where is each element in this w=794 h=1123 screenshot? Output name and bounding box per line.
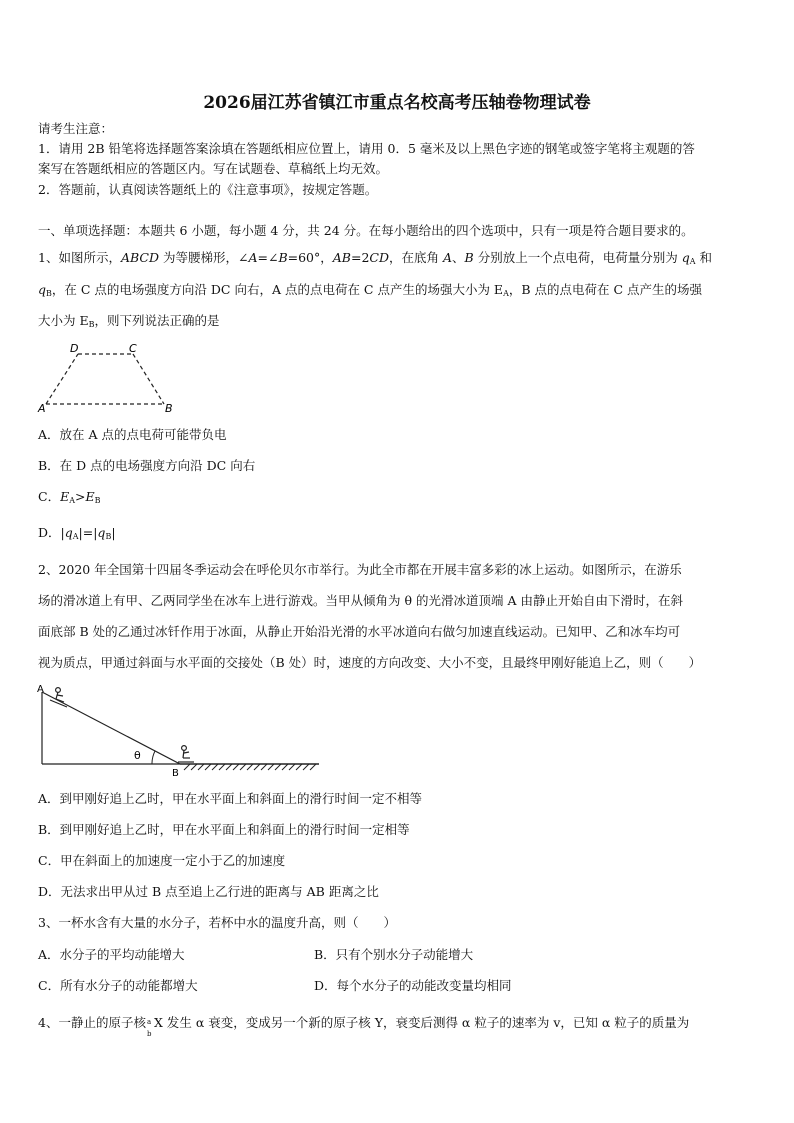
- q1-line-3: 大小为 $E_B$，则下列说法正确的是: [38, 313, 220, 329]
- q2-option-a: A．到甲刚好追上乙时，甲在水平面上和斜面上的滑行时间一定不相等: [38, 791, 423, 806]
- section-heading: 一、单项选择题：本题共 6 小题，每小题 4 分，共 24 分。在每小题给出的四个选项中，只有一项是符合题目要求的。: [38, 223, 694, 238]
- q2-option-c: C．甲在斜面上的加速度一定小于乙的加速度: [38, 853, 286, 868]
- q3-option-b: B．只有个别水分子动能增大: [314, 947, 474, 962]
- notice-item-1-line-1: 1．请用 2B 铅笔将选择题答案涂填在答题纸相应位置上，请用 0．5 毫米及以上黑色字迹的钢笔或签字笔将主观题的答: [38, 141, 695, 156]
- q1-line-1: 1、如图所示，ABCD 为等腰梯形，∠A=∠B=60°，AB=2CD，在底角 A、B 分别放上一个点电荷，电荷量分别为 $q_A$ 和: [38, 250, 712, 266]
- sledder-b-icon: [178, 746, 194, 762]
- q2-option-b: B．到甲刚好追上乙时，甲在水平面上和斜面上的滑行时间一定相等: [38, 822, 410, 837]
- q2-line-3: 面底部 B 处的乙通过冰钎作用于冰面，从静止开始沿光滑的水平冰道向右做匀加速直线运动。已知甲、乙和冰车均可: [38, 624, 681, 639]
- q3-stem: 3、一杯水含有大量的水分子，若杯中水的温度升高，则（ ）: [38, 915, 396, 930]
- point-label-a: A: [37, 684, 44, 695]
- notice-item-1-line-2: 案写在答题纸相应的答题区内。写在试题卷、草稿纸上均无效。: [38, 161, 389, 176]
- notice-heading: 请考生注意：: [38, 121, 114, 136]
- nucleus-mass-number: a: [146, 1017, 152, 1026]
- q3-option-a: A．水分子的平均动能增大: [38, 947, 185, 962]
- vertex-label-a: A: [38, 402, 46, 415]
- q2-line-1: 2、2020 年全国第十四届冬季运动会在呼伦贝尔市举行。为此全市都在开展丰富多彩的冰上运动。如图所示，在游乐: [38, 562, 682, 577]
- q1-option-a: A．放在 A 点的点电荷可能带负电: [38, 427, 227, 442]
- slope-figure: [34, 682, 324, 778]
- trapezoid-figure: [36, 340, 186, 416]
- q1-option-b: B．在 D 点的电场强度方向沿 DC 向右: [38, 458, 256, 473]
- q3-option-d: D．每个水分子的动能改变量均相同: [314, 978, 512, 993]
- vertex-label-b: B: [165, 402, 173, 415]
- page-title: 2026届江苏省镇江市重点名校高考压轴卷物理试卷: [203, 93, 591, 113]
- q3-option-c: C．所有水分子的动能都增大: [38, 978, 198, 993]
- vertex-label-d: D: [70, 342, 79, 355]
- angle-label-theta: θ: [134, 749, 141, 762]
- q1-option-c: C．$E_A>E_B$: [38, 489, 101, 505]
- q2-line-4: 视为质点，甲通过斜面与水平面的交接处（B 处）时，速度的方向改变、大小不变，且最终甲刚好能追上乙，则（ ）: [38, 655, 702, 670]
- q1-line-2: $q_B$，在 C 点的电场强度方向沿 DC 向右，A 点的点电荷在 C 点产生的场强大小为 $E_A$，B 点的点电荷在 C 点产生的场强: [38, 282, 703, 298]
- nucleus-atomic-number: b: [146, 1029, 152, 1038]
- notice-item-2: 2．答题前，认真阅读答题纸上的《注意事项》，按规定答题。: [38, 182, 378, 197]
- q1-option-d: D．$|q_A|=|q_B|$: [38, 525, 116, 541]
- q2-line-2: 场的滑冰道上有甲、乙两同学坐在冰车上进行游戏。当甲从倾角为 θ 的光滑冰道顶端 A 由静止开始自由下滑时，在斜: [38, 593, 683, 608]
- q2-option-d: D．无法求出甲从过 B 点至追上乙行进的距离与 AB 距离之比: [38, 884, 379, 899]
- q4-stem: 4、一静止的原子核 a b X 发生 α 衰变，变成另一个新的原子核 Y，衰变后测得 α 粒子的速率为 v，已知 α 粒子的质量为: [38, 1014, 689, 1032]
- vertex-label-c: C: [129, 342, 137, 355]
- point-label-b: B: [172, 768, 179, 778]
